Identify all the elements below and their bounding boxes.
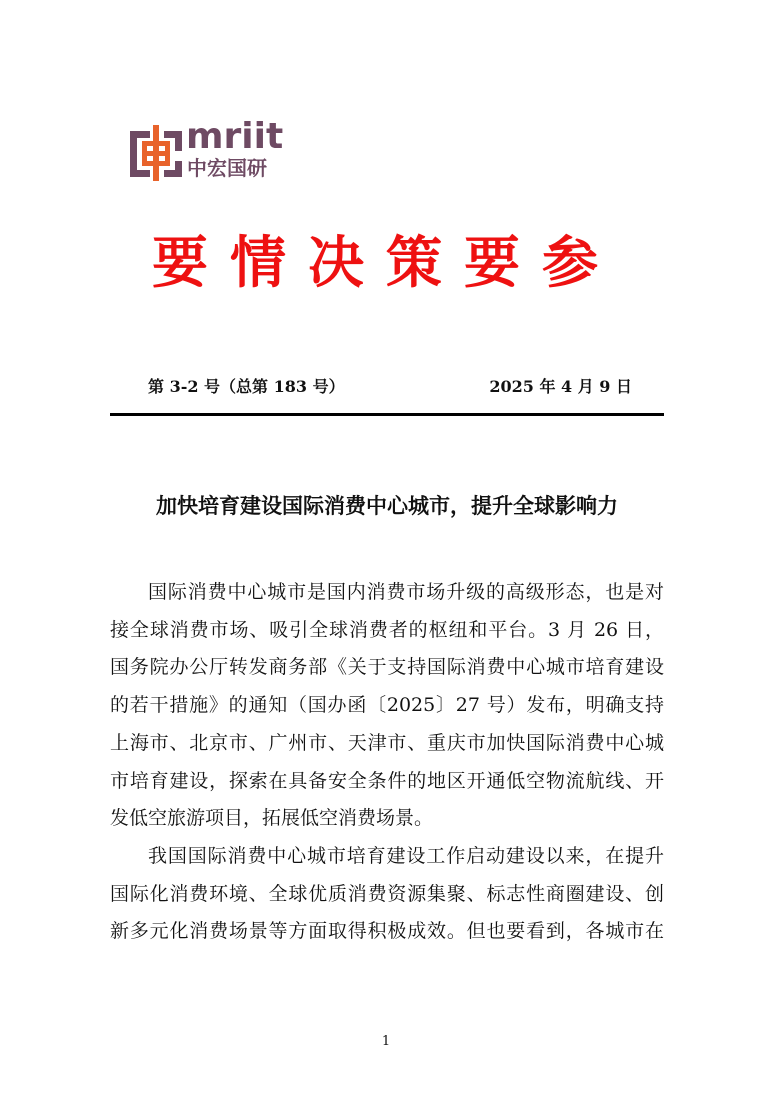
paragraph [110,574,664,838]
text-line: 国务院办公厅转发商务部《关于支持国际消费中心城市培育建设 [110,656,664,679]
text-line: 发低空旅游项目，拓展低空消费场景。 [110,807,434,830]
logo-text-en: mriit [186,116,284,157]
issue-number: 第 3-2 号（总第 183 号） [148,377,345,396]
header-divider [110,413,664,416]
logo-text-cn: 中宏国研 [187,156,267,180]
text-line: 接全球消费市场、吸引全球消费者的枢纽和平台。3 月 26 日， [110,618,664,641]
page-number: 1 [381,1034,391,1049]
issue-date: 2025 年 4 月 9 日 [489,377,632,396]
text-line: 的若干措施》的通知（国办函〔2025〕27 号）发布，明确支持 [110,694,664,717]
text-line: 我国国际消费中心城市培育建设工作启动建设以来，在提升 [148,844,664,867]
article-body [110,574,664,951]
masthead-title: 要情决策要参 [152,231,620,296]
text-line: 国际化消费环境、全球优质消费资源集聚、标志性商圈建设、创 [110,882,664,905]
text-line: 市培育建设，探索在具备安全条件的地区开通低空物流航线、开 [110,769,664,792]
text-line: 新多元化消费场景等方面取得积极成效。但也要看到，各城市在 [110,920,664,943]
mriit-logo-mark-icon [128,123,184,183]
mriit-logo [128,116,288,185]
issue-info [148,375,632,399]
text-line: 国际消费中心城市是国内消费市场升级的高级形态，也是对 [148,581,664,603]
article-headline: 加快培育建设国际消费中心城市，提升全球影响力 [156,493,618,518]
paragraph [110,838,664,951]
text-line: 上海市、北京市、广州市、天津市、重庆市加快国际消费中心城 [110,731,664,754]
